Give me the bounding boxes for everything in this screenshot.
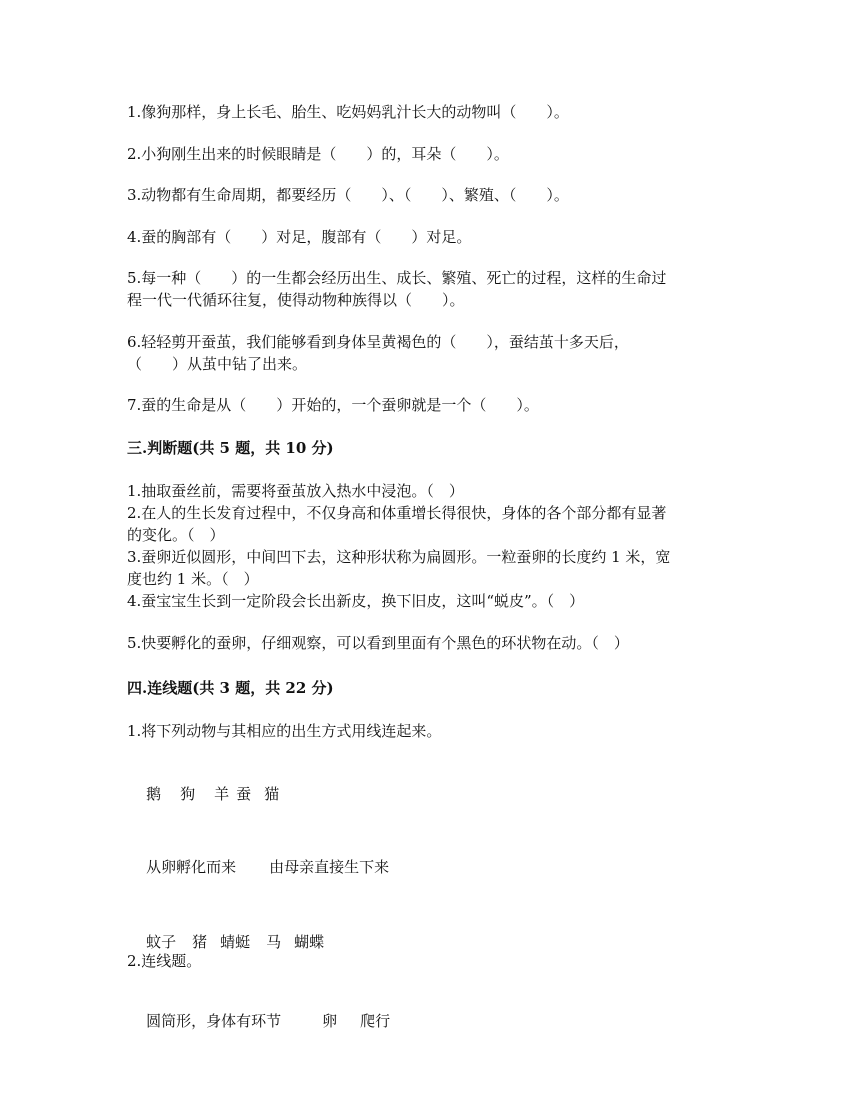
judge-q5: 5.快要孵化的蚕卵，仔细观察，可以看到里面有个黑色的环状物在动。（ ） — [127, 634, 629, 652]
fill-blank-q4: 4.蚕的胸部有（ ）对足，腹部有（ ）对足。 — [127, 228, 472, 246]
judge-q2-line2: 的变化。（ ） — [127, 526, 225, 544]
feature-label: 卵 — [322, 1012, 338, 1030]
fill-blank-q7: 7.蚕的生命是从（ ）开始的，一个蚕卵就是一个（ ）。 — [127, 396, 539, 414]
fill-blank-q3: 3.动物都有生命周期，都要经历（ ）、（ ）、繁殖、（ ）。 — [127, 186, 569, 204]
judge-section-heading: 三.判断题(共 5 题，共 10 分) — [127, 439, 334, 457]
animal-label: 蚕 — [236, 785, 252, 803]
fill-blank-q2: 2.小狗刚生出来的时候眼睛是（ ）的，耳朵（ ）。 — [127, 145, 509, 163]
match-q1: 1.将下列动物与其相应的出生方式用线连起来。 — [127, 722, 442, 740]
animal-label: 蚊子 — [146, 933, 177, 951]
judge-q1: 1.抽取蚕丝前，需要将蚕茧放入热水中浸泡。（ ） — [127, 482, 464, 500]
feature-label: 爬行 — [360, 1012, 391, 1030]
animal-label: 蜻蜓 — [220, 933, 251, 951]
birth-mode-label: 由母亲直接生下来 — [269, 858, 390, 876]
match-row-features — [127, 988, 390, 1054]
fill-blank-q5-line2: 程一代一代循环往复，使得动物种族得以（ ）。 — [127, 291, 465, 309]
animal-label: 蝴蝶 — [294, 933, 325, 951]
fill-blank-q6-line1: 6.轻轻剪开蚕茧，我们能够看到身体呈黄褐色的（ ），蚕结茧十多天后， — [127, 333, 629, 351]
judge-q4: 4.蚕宝宝生长到一定阶段会长出新皮，换下旧皮，这叫“蜕皮”。（ ） — [127, 592, 585, 610]
fill-blank-q6-line2: （ ）从茧中钻了出来。 — [127, 355, 308, 373]
animal-label: 猪 — [192, 933, 208, 951]
judge-q3-line1: 3.蚕卵近似圆形，中间凹下去，这种形状称为扁圆形。一粒蚕卵的长度约 1 米，宽 — [127, 548, 671, 566]
judge-q2-line1: 2.在人的生长发育过程中，不仅身高和体重增长得很快，身体的各个部分都有显著 — [127, 504, 667, 522]
animal-label: 猫 — [264, 785, 280, 803]
match-section-heading: 四.连线题(共 3 题，共 22 分) — [127, 679, 334, 697]
animal-label: 马 — [266, 933, 282, 951]
match-row-animals-1 — [127, 761, 279, 827]
match-q2: 2.连线题。 — [127, 952, 202, 970]
animal-label: 鹅 — [146, 785, 162, 803]
birth-mode-label: 从卵孵化而来 — [146, 858, 237, 876]
judge-q3-line2: 度也约 1 米。（ ） — [127, 570, 259, 588]
match-row-birth-modes — [127, 834, 389, 900]
fill-blank-q1: 1.像狗那样，身上长毛、胎生、吃妈妈乳汁长大的动物叫（ ）。 — [127, 103, 569, 121]
animal-label: 羊 — [214, 785, 230, 803]
feature-label: 圆筒形，身体有环节 — [146, 1012, 282, 1030]
animal-label: 狗 — [180, 785, 196, 803]
fill-blank-q5-line1: 5.每一种（ ）的一生都会经历出生、成长、繁殖、死亡的过程，这样的生命过 — [127, 269, 667, 287]
